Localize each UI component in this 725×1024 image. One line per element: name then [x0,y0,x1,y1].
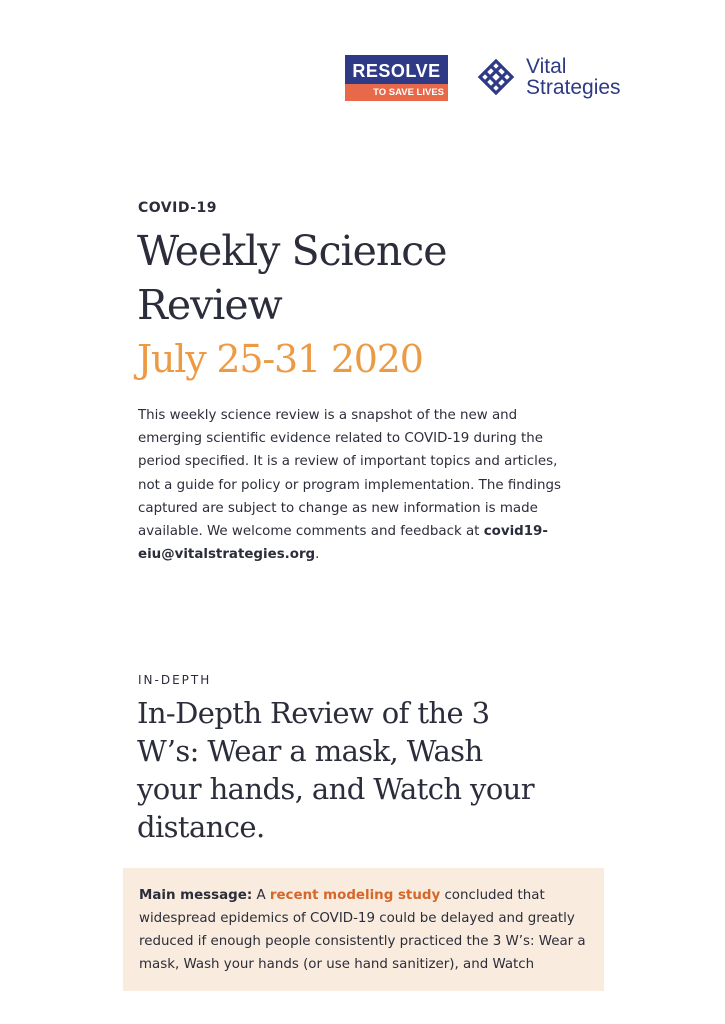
section-kicker: IN-DEPTH [138,673,212,687]
callout-paragraph [139,884,590,976]
modeling-study-link[interactable]: recent modeling study [269,888,441,903]
vital-wordmark-line1: Vital [526,55,567,78]
report-kicker: COVID-19 [138,200,218,216]
intro-end: . [315,547,320,563]
resolve-logo-top: RESOLVE [345,55,448,84]
callout-text: concluded that widespread epidemics of COVID-19 could be delayed and greatly reduced if enough people consistently practiced the 3 W’s: Wear a mask, Wash your hands (or use hand sanitizer), and Watch [139,888,586,972]
vital-wordmark-line2: Strategies [526,76,621,99]
section-title: In-Depth Review of the 3 W’s: Wear a mask, Wash your hands, and Watch your distance. [137,696,535,844]
vital-strategies-wordmark [526,56,621,98]
callout-pre: A [252,888,270,903]
report-title: Weekly Science Review [137,227,447,329]
resolve-logo-bottom: TO SAVE LIVES [345,84,448,101]
intro-text: This weekly science review is a snapshot of the new and emerging scientific evidence related to COVID-19 during the period specified. It is a review of important topics and articles, not a guide for policy or program implementation. The findings captured are subject to change as new information is made available. We welcome comments and feedback at [138,408,561,540]
vital-strategies-mark-icon [472,53,520,101]
logo-bar [345,55,621,101]
vital-strategies-logo [472,53,621,101]
report-date: July 25-31 2020 [137,337,423,381]
intro-paragraph [138,404,568,566]
feedback-email[interactable]: covid19-eiu@vitalstrategies.org [138,524,548,563]
main-message-callout [123,868,604,991]
callout-label: Main message: [139,888,253,903]
resolve-to-save-lives-logo [345,55,448,101]
